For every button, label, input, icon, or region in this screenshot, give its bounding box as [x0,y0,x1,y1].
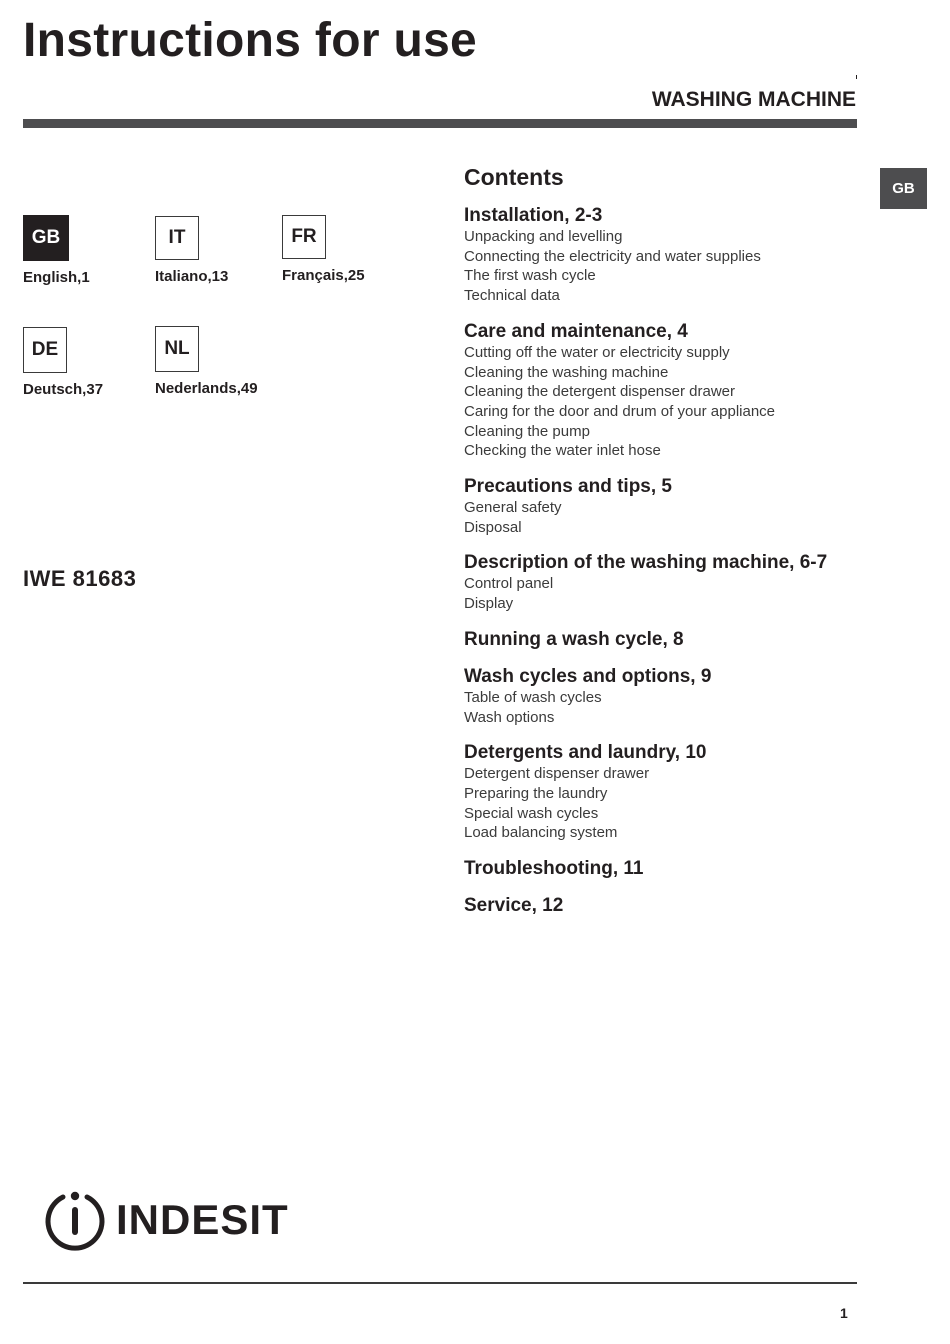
toc-item[interactable]: Unpacking and levelling [464,228,623,245]
language-label: English,1 [23,269,90,286]
toc-section-title[interactable]: Troubleshooting, 11 [464,858,644,880]
toc-item[interactable]: Detergent dispenser drawer [464,765,650,783]
language-label: Nederlands,49 [155,380,258,397]
toc-item[interactable]: Special wash cycles [464,804,599,822]
toc-section-running [464,628,864,651]
toc-section-title[interactable]: Detergents and laundry, 10 [464,742,707,764]
language-code-badge: DE [23,327,67,373]
toc-section-description [464,551,864,613]
header-divider [23,119,857,128]
brand-logo [44,1189,289,1251]
language-code-badge: FR [282,215,326,259]
table-of-contents [464,162,864,931]
crop-mark [856,75,857,79]
toc-section-title[interactable]: Description of the washing machine, 6-7 [464,552,828,574]
toc-item[interactable]: Cleaning the washing machine [464,363,669,381]
toc-section-precautions [464,475,864,537]
toc-section-title[interactable]: Precautions and tips, 5 [464,476,672,498]
toc-section-title[interactable]: Care and maintenance, 4 [464,320,688,342]
toc-item[interactable]: Cutting off the water or electricity supply [464,343,730,361]
model-number: IWE 81683 [23,566,137,591]
language-side-tab[interactable]: GB [880,168,927,209]
toc-item[interactable]: The first wash cycle [464,267,596,285]
language-fr[interactable] [282,215,365,284]
toc-item[interactable]: Control panel [464,575,554,593]
toc-item[interactable]: General safety [464,499,562,517]
indesit-power-i-icon [44,1189,106,1251]
document-title: Instructions for use [23,14,478,67]
toc-item[interactable]: Cleaning the detergent dispenser drawer [464,383,736,401]
toc-section-detergents [464,741,864,843]
toc-section-title[interactable]: Wash cycles and options, 9 [464,665,712,687]
toc-section-care [464,320,864,461]
toc-item[interactable]: Caring for the door and drum of your appliance [464,402,776,420]
contents-heading: Contents [464,164,564,190]
language-code-badge: GB [23,215,69,261]
language-de[interactable] [23,327,103,398]
page-number: 1 [840,1305,848,1321]
toc-item[interactable]: Preparing the laundry [464,784,608,802]
language-gb[interactable] [23,215,90,286]
toc-section-title[interactable]: Installation, 2-3 [464,205,603,226]
language-label: Français,25 [282,267,365,284]
brand-name: INDESIT [116,1196,289,1243]
toc-item[interactable]: Connecting the electricity and water supplies [464,247,761,265]
toc-item[interactable]: Cleaning the pump [464,422,590,440]
language-code-badge: NL [155,326,199,372]
toc-item[interactable]: Display [464,595,514,613]
toc-item[interactable]: Load balancing system [464,824,618,842]
product-type: WASHING MACHINE [651,88,856,111]
toc-item[interactable]: Disposal [464,518,522,536]
language-label: Italiano,13 [155,268,229,285]
toc-item[interactable]: Wash options [464,708,555,726]
toc-item[interactable]: Table of wash cycles [464,688,602,706]
toc-item[interactable]: Checking the water inlet hose [464,442,661,460]
language-label: Deutsch,37 [23,381,104,398]
toc-section-service [464,894,864,917]
language-nl[interactable] [155,326,258,397]
language-code-badge: IT [155,216,199,260]
toc-section-installation [464,204,864,306]
toc-section-title[interactable]: Running a wash cycle, 8 [464,628,684,650]
footer-divider [23,1282,857,1284]
language-it[interactable] [155,216,228,285]
toc-item[interactable]: Technical data [464,287,560,305]
toc-section-wash-cycles [464,665,864,727]
toc-section-title[interactable]: Service, 12 [464,895,564,917]
toc-section-troubleshooting [464,857,864,880]
